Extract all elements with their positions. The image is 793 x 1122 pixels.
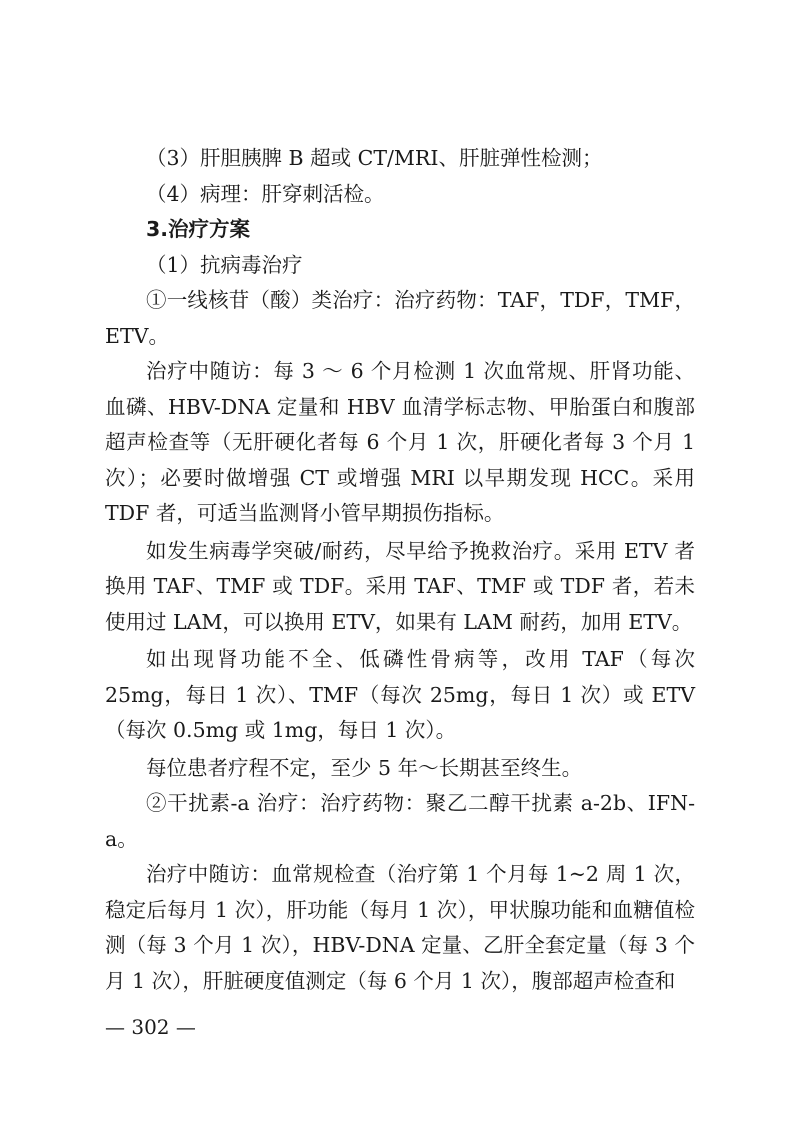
paragraph-followup-interferon: 治疗中随访：血常规检查（治疗第 1 个月每 1~2 周 1 次，稳定后每月 1 次），肝功能（每月 1 次），甲状腺功能和血糖值检测（每 3 个月 1 次），HBV-DNA 定量、乙肝全套定量（每 3 个月 1 次），肝脏硬度值测定（每 6 个月 1 次），腹部超声检查和 [105, 862, 695, 993]
document-body [105, 141, 695, 999]
paragraph-renal-insufficiency: 如出现肾功能不全、低磷性骨病等，改用 TAF（每次 25mg，每日 1 次）、TMF（每次 25mg，每日 1 次）或 ETV（每次 0.5mg 或 1mg，每日 1 次）。 [105, 647, 695, 742]
list-item-liver-imaging: （3）肝胆胰脾 B 超或 CT/MRI、肝脏弹性检测； [146, 146, 603, 170]
paragraph-interferon-therapy: ②干扰素-a 治疗：治疗药物：聚乙二醇干扰素 a-2b、IFN-a。 [105, 791, 695, 851]
paragraph-treatment-duration: 每位患者疗程不定，至少 5 年～长期甚至终生。 [146, 755, 583, 780]
paragraph-followup-nucleoside: 治疗中随访：每 3 ～ 6 个月检测 1 次血常规、肝肾功能、血磷、HBV-DNA 定量和 HBV 血清学标志物、甲胎蛋白和腹部超声检查等（无肝硬化者每 6 个月 1 次，肝硬化者每 3 个月 1 次）；必要时做增强 CT 或增强 MRI 以早期发现 HCC。采用 TDF 者，可适当监测肾小管早期损伤指标。 [105, 359, 695, 525]
paragraph-resistance: 如发生病毒学突破/耐药，尽早给予挽救治疗。采用 ETV 者换用 TAF、TMF 或 TDF。采用 TAF、TMF 或 TDF 者，若未使用过 LAM，可以换用 ETV，如果有 LAM 耐药，加用 ETV。 [105, 538, 695, 634]
paragraph-nucleoside-therapy: ①一线核苷（酸）类治疗：治疗药物：TAF，TDF，TMF，ETV。 [105, 288, 695, 348]
section-heading-treatment-plan: 3.治疗方案 [146, 217, 251, 241]
page-number: — 302 — [105, 1015, 196, 1039]
list-item-pathology: （4）病理：肝穿刺活检。 [146, 181, 385, 206]
subheading-antiviral-therapy: （1）抗病毒治疗 [146, 252, 303, 277]
